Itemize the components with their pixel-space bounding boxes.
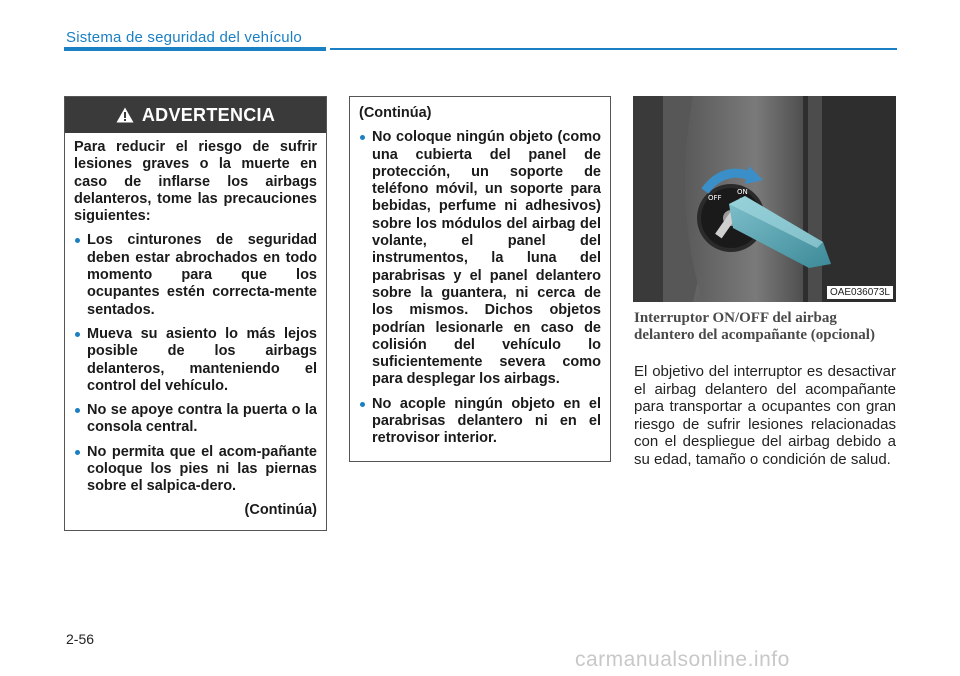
bullet-dot [75,238,80,243]
figure-code: OAE036073L [827,286,893,299]
warning-box [64,96,327,531]
warning-header [65,97,326,133]
bullet-dot [75,332,80,337]
bullet-dot [360,135,365,140]
warning-continues: (Continúa) [244,501,317,518]
continued-box [349,96,611,462]
figure-caption: Interruptor ON/OFF del airbag delantero del acompañante (opcional) [634,310,875,343]
continued-heading: (Continúa) [359,105,432,121]
bullet-dot [75,408,80,413]
bullet-dot [360,402,365,407]
svg-text:ON: ON [737,188,748,196]
warning-heading: ADVERTENCIA [141,104,276,125]
page-number: 2-56 [66,631,95,647]
figure-paragraph: El objetivo del interruptor es desactivar el airbag delantero del acompañante para transportar a ocupantes con gran riesgo de sufrir lesiones relacionadas con el despliegue del airbag debido a su edad, tamaño o condición de salud. [634,363,896,468]
warning-bullet: Los cinturones de seguridad deben estar abrochados en todo momento para que los ocupantes estén correcta-mente sentados. [74,232,317,318]
header-rule-thick [64,47,326,51]
warning-bullet: No se apoye contra la puerta o la consola central. [74,402,317,437]
warning-triangle-icon [116,107,134,123]
warning-bullet: No permita que el acom-pañante coloque los pies ni las piernas sobre el salpica-dero. [74,444,317,496]
svg-text:OFF: OFF [708,194,722,202]
warning-intro: Para reducir el riesgo de sufrir lesiones graves o la muerte en caso de inflarse los airbags delanteros, tome las precauciones siguientes: [74,139,317,225]
airbag-switch-illustration [633,96,896,302]
section-title: Sistema de seguridad del vehículo [66,29,302,46]
warning-bullet: Mueva su asiento lo más lejos posible de los airbags delanteros, manteniendo el control del vehículo. [74,326,317,395]
continued-bullet: No acople ningún objeto en el parabrisas delantero ni en el retrovisor interior. [359,396,601,448]
watermark: carmanualsonline.info [575,648,790,671]
airbag-switch-photo [633,96,896,302]
continued-bullet: No coloque ningún objeto (como una cubierta del panel de protección, un soporte de teléfono móvil, un soporte para bebidas, perfume ni adhesivos) sobre los módulos del airbag del volante, el panel del instrumentos, la luna del parabrisas y el panel delantero sobre la guantera, ni cerca de los mismos. Dichos objetos podrían lesionarle en caso de colisión del vehículo lo suficientemente severa como para desplegar los airbags. [359,129,601,388]
header-rule-thin [330,48,897,50]
bullet-dot [75,450,80,455]
